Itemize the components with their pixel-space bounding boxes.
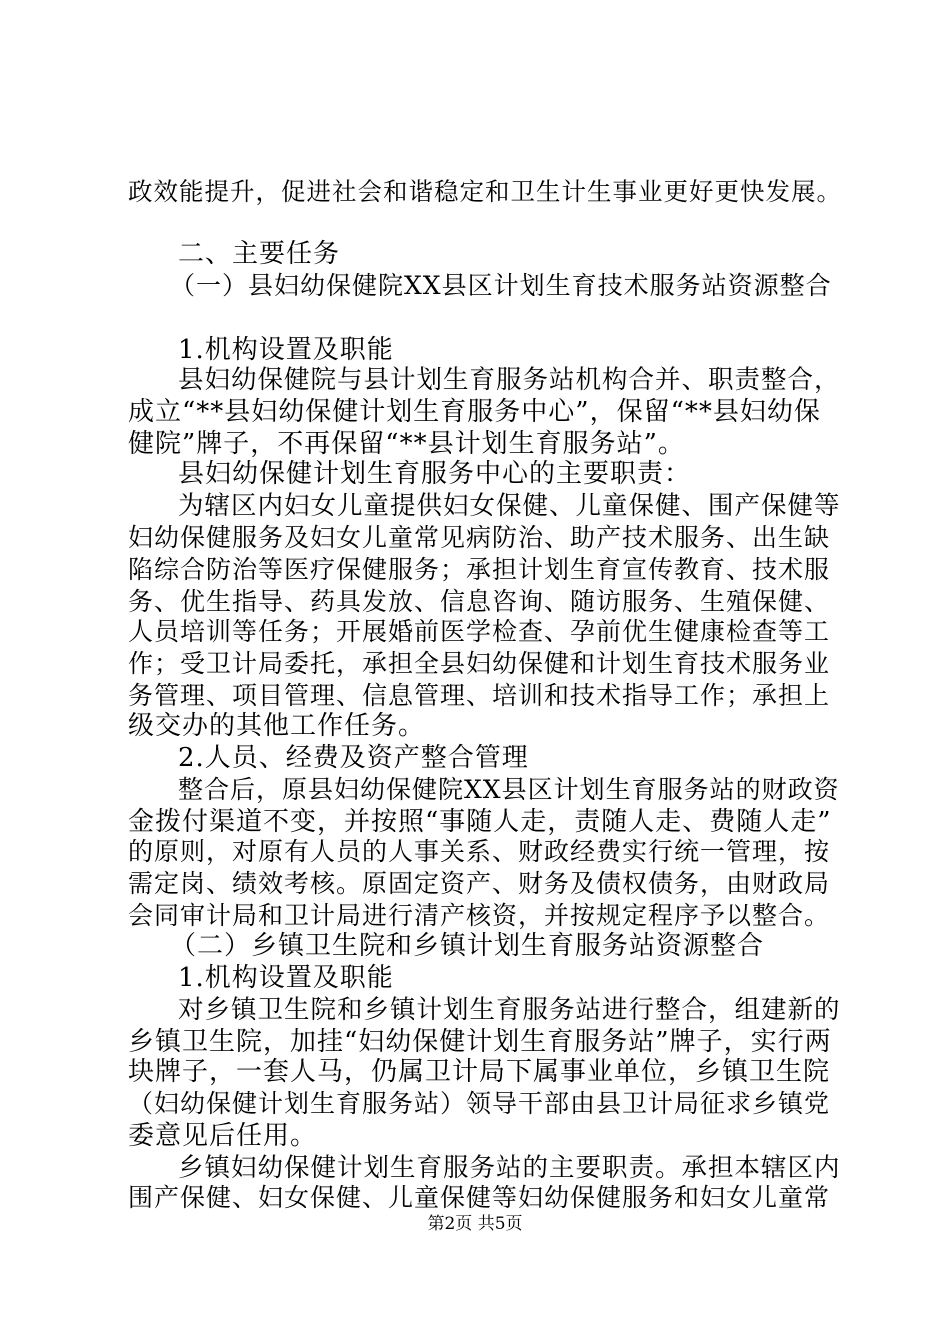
text-line: 乡镇卫生院，加挂“妇幼保健计划生育服务站”牌子，实行两 (128, 1027, 832, 1057)
text-line: 需定岗、绩效考核。原固定资产、财务及债权债务，由财政局 (128, 869, 831, 898)
text-line: 委意见后任用。 (128, 1121, 318, 1151)
text-line: 块牌子，一套人马，仍属卫计局下属事业单位，乡镇卫生院 (128, 1057, 831, 1087)
subsection-heading: （一）县妇幼保健院XX县区计划生育技术服务站资源整合 (170, 271, 832, 300)
item-heading: 1.机构设置及职能 (178, 335, 394, 365)
text-line: 成立“**县妇幼保健计划生育服务中心”，保留“**县妇幼保 (128, 397, 821, 427)
text-line: 健院”牌子，不再保留“**县计划生育服务站”。 (128, 429, 685, 459)
text-line: 陷综合防治等医疗保健服务；承担计划生育宣传教育、技术服 (128, 555, 831, 584)
text-line: 作；受卫计局委托，承担全县妇幼保健和计划生育技术服务业 (128, 649, 831, 678)
section-heading: 二、主要任务 (178, 239, 341, 269)
text-line: 务、优生指导、药具发放、信息咨询、随访服务、生殖保健、 (128, 587, 831, 616)
text-line: 的原则，对原有人员的人事关系、财政经费实行统一管理，按 (128, 837, 831, 866)
text-line: 金拨付渠道不变，并按照“事随人走，责随人走、费随人走” (128, 807, 832, 837)
item-heading: 1.机构设置及职能 (178, 963, 394, 993)
text-line: 级交办的其他工作任务。 (128, 711, 426, 741)
text-line: 会同审计局和卫计局进行清产核资，并按规定程序予以整合。 (128, 901, 831, 930)
subsection-heading: （二）乡镇卫生院和乡镇计划生育服务站资源整合 (170, 931, 765, 961)
page-number-footer: 第2页 共5页 (427, 1214, 523, 1234)
text-line: 政效能提升，促进社会和谐稳定和卫生计生事业更好更快发展。 (128, 177, 842, 206)
text-line: 务管理、项目管理、信息管理、培训和技术指导工作；承担上 (128, 681, 831, 710)
text-line: 人员培训等任务；开展婚前医学检查、孕前优生健康检查等工 (128, 617, 831, 646)
text-line: 妇幼保健服务及妇女儿童常见病防治、助产技术服务、出生缺 (128, 523, 831, 552)
text-line: 乡镇妇幼保健计划生育服务站的主要职责。承担本辖区内 (178, 1153, 841, 1183)
text-line: 围产保健、妇女保健、儿童保健等妇幼保健服务和妇女儿童常 (128, 1183, 831, 1212)
text-line: 对乡镇卫生院和乡镇计划生育服务站进行整合，组建新的 (178, 995, 841, 1025)
text-line: （妇幼保健计划生育服务站）领导干部由县卫计局征求乡镇党 (128, 1089, 831, 1118)
text-line: 为辖区内妇女儿童提供妇女保健、儿童保健、围产保健等 (178, 491, 841, 521)
text-line: 县妇幼保健院与县计划生育服务站机构合并、职责整合， (178, 365, 841, 395)
text-line: 县妇幼保健计划生育服务中心的主要职责： (178, 459, 692, 489)
item-heading: 2.人员、经费及资产整合管理 (178, 743, 529, 773)
text-line: 整合后，原县妇幼保健院XX县区计划生育服务站的财政资 (178, 775, 840, 804)
